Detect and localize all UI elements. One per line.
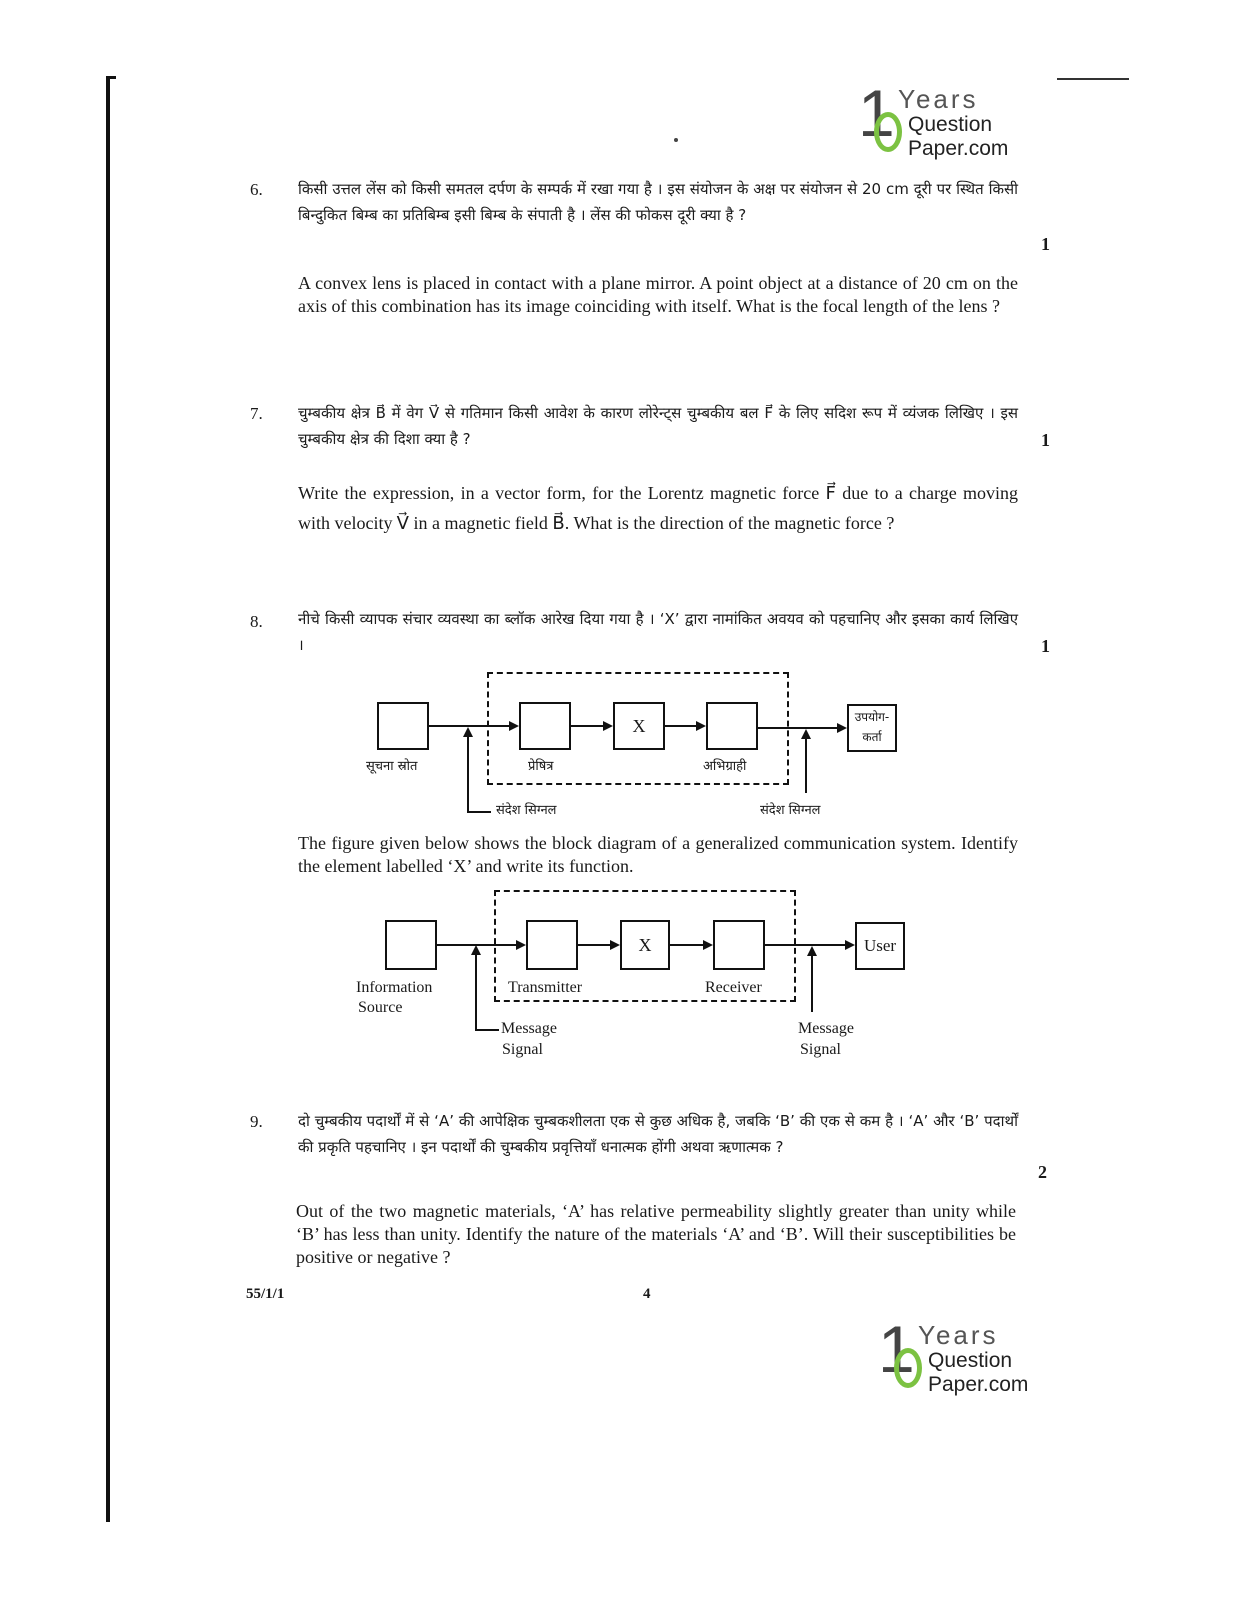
receiver-box-english — [713, 920, 765, 970]
transmitter-box-english — [526, 920, 578, 970]
label-msg1-english-1: Message — [501, 1020, 557, 1037]
flow-arrow-e3 — [703, 940, 713, 950]
label-transmitter-english: Transmitter — [508, 979, 583, 996]
question-7-hindi: चुम्बकीय क्षेत्र B⃗ में वेग V⃗ से गतिमान किसी आवेश के कारण लोरेन्ट्स चुम्बकीय बल F⃗ के लिए सदिश रूप में व्यंजक लिखिए । इस चुम्बकीय क्षेत्र की दिशा क्या है ? — [298, 404, 1018, 448]
msg-feed-2-vertical — [805, 738, 807, 793]
question-8-english: The figure given below shows the block diagram of a generalized communication system. Identify the element labelled ‘X’ and write its function. — [298, 833, 1018, 876]
flow-arrow-e4 — [845, 940, 855, 950]
logo-paper: Paper.com — [908, 137, 1009, 160]
paper-code: 55/1/1 — [246, 1286, 285, 1302]
label-msg-signal-hindi-2: संदेश सिग्नल — [760, 803, 821, 818]
msg-feed-e2-arrow — [807, 946, 817, 956]
logo-one: 1 — [858, 76, 895, 150]
msg-feed-e1-arrow — [471, 945, 481, 955]
logo-zero-ring-bottom — [894, 1348, 922, 1388]
question-6-marks: 1 — [1041, 234, 1050, 254]
msg-feed-1-vertical — [467, 736, 469, 812]
question-8-hindi: नीचे किसी व्यापक संचार व्यवस्था का ब्लॉक आरेख दिया गया है । ‘X’ द्वारा नामांकित अवयव को पहचानिए और इसका कार्य लिखिए । — [298, 610, 1018, 654]
question-7-number: 7. — [250, 404, 263, 423]
msg-feed-e2-vertical — [811, 955, 813, 1012]
logo-question-bottom: Question — [928, 1349, 1013, 1372]
label-transmitter-hindi: प्रेषित्र — [528, 759, 554, 774]
msg-feed-1-arrow — [463, 727, 473, 737]
label-info-source-hindi: सूचना स्रोत — [366, 759, 418, 774]
flow-arrow-h2 — [603, 721, 613, 731]
flow-line-h2 — [571, 725, 603, 727]
question-9-number: 9. — [250, 1112, 263, 1131]
question-8-marks: 1 — [1041, 636, 1050, 656]
flow-arrow-e2 — [610, 940, 620, 950]
question-7-english: Write the expression, in a vector form, for the Lorentz magnetic force F⃗ due to a charge moving with velocity V⃗ in a magnetic field B⃗. What is the direction of the magnetic force ? — [298, 483, 1018, 533]
logo-years: Years — [898, 84, 979, 114]
info-source-box-english — [385, 920, 437, 970]
label-receiver-english: Receiver — [705, 979, 762, 996]
label-info-source-english-2: Source — [358, 999, 403, 1016]
question-6-number: 6. — [250, 180, 263, 199]
receiver-box-hindi — [706, 702, 758, 750]
transmitter-box-hindi — [519, 702, 571, 750]
logo-question: Question — [908, 113, 993, 136]
label-msg2-english-1: Message — [798, 1020, 854, 1037]
label-msg1-english-2: Signal — [502, 1041, 543, 1058]
flow-arrow-e1 — [516, 940, 526, 950]
watermark-logo-bottom — [878, 1312, 1088, 1412]
flow-arrow-h1 — [509, 721, 519, 731]
msg-feed-e1-horizontal — [475, 1029, 499, 1031]
label-receiver-hindi: अभिग्राही — [703, 759, 747, 774]
scan-speck — [674, 138, 678, 142]
user-box-hindi — [847, 704, 897, 752]
label-msg-signal-hindi-1: संदेश सिग्नल — [496, 803, 557, 818]
logo-one-bottom: 1 — [878, 1312, 915, 1386]
logo-zero-ring — [874, 112, 902, 152]
page-number: 4 — [643, 1286, 651, 1302]
question-6-hindi: किसी उत्तल लेंस को किसी समतल दर्पण के सम्पर्क में रखा गया है । इस संयोजन के अक्ष पर संयोजन से 20 cm दूरी पर स्थित किसी बिन्दुकित बिम्ब का प्रतिबिम्ब इसी बिम्ब के संपाती है । लेंस की फोकस दूरी क्या है ? — [298, 180, 1018, 224]
msg-feed-2-arrow — [801, 729, 811, 739]
x-box-hindi: X — [613, 702, 665, 750]
flow-line-h3 — [665, 725, 696, 727]
top-right-rule — [1057, 78, 1129, 80]
msg-feed-1-horizontal — [467, 811, 491, 813]
question-9-hindi: दो चुम्बकीय पदार्थों में से ‘A’ की आपेक्षिक चुम्बकशीलता एक से कुछ अधिक है, जबकि ‘B’ की एक से कम है । ‘A’ और ‘B’ पदार्थों की प्रकृति पहचानिए । इन पदार्थों की चुम्बकीय प्रवृत्तियाँ धनात्मक होंगी अथवा ऋणात्मक ? — [298, 1112, 1018, 1156]
left-margin-tick — [106, 76, 116, 79]
flow-arrow-h3 — [696, 721, 706, 731]
left-margin-rule — [106, 76, 110, 1522]
logo-years-bottom: Years — [918, 1320, 999, 1350]
user-label-hindi-1: उपयोग- — [854, 710, 890, 724]
flow-line-h4 — [758, 727, 837, 729]
user-box-english: User — [855, 922, 905, 970]
question-8-number: 8. — [250, 612, 263, 631]
flow-line-e3 — [670, 944, 703, 946]
logo-paper-bottom: Paper.com — [928, 1373, 1029, 1396]
label-msg2-english-2: Signal — [800, 1041, 841, 1058]
msg-feed-e1-vertical — [475, 954, 477, 1030]
question-6-english: A convex lens is placed in contact with a plane mirror. A point object at a distance of 20 cm on the axis of this combination has its image coinciding with itself. What is the focal length of the lens ? — [298, 273, 1018, 316]
user-label-hindi-2: कर्ता — [862, 730, 882, 744]
watermark-logo-top — [858, 76, 1068, 176]
flow-line-e2 — [578, 944, 610, 946]
flow-arrow-h4 — [837, 723, 847, 733]
question-9-english: Out of the two magnetic materials, ‘A’ has relative permeability slightly greater than unity while ‘B’ has less than unity. Identify the nature of the materials ‘A’ and ‘B’. Will their susceptibilities be positive or negative ? — [296, 1201, 1016, 1267]
question-9-marks: 2 — [1038, 1162, 1047, 1182]
label-info-source-english-1: Information — [356, 979, 433, 996]
flow-line-e4 — [765, 944, 845, 946]
info-source-box-hindi — [377, 702, 429, 750]
question-7-marks: 1 — [1041, 430, 1050, 450]
x-box-english: X — [620, 920, 670, 970]
